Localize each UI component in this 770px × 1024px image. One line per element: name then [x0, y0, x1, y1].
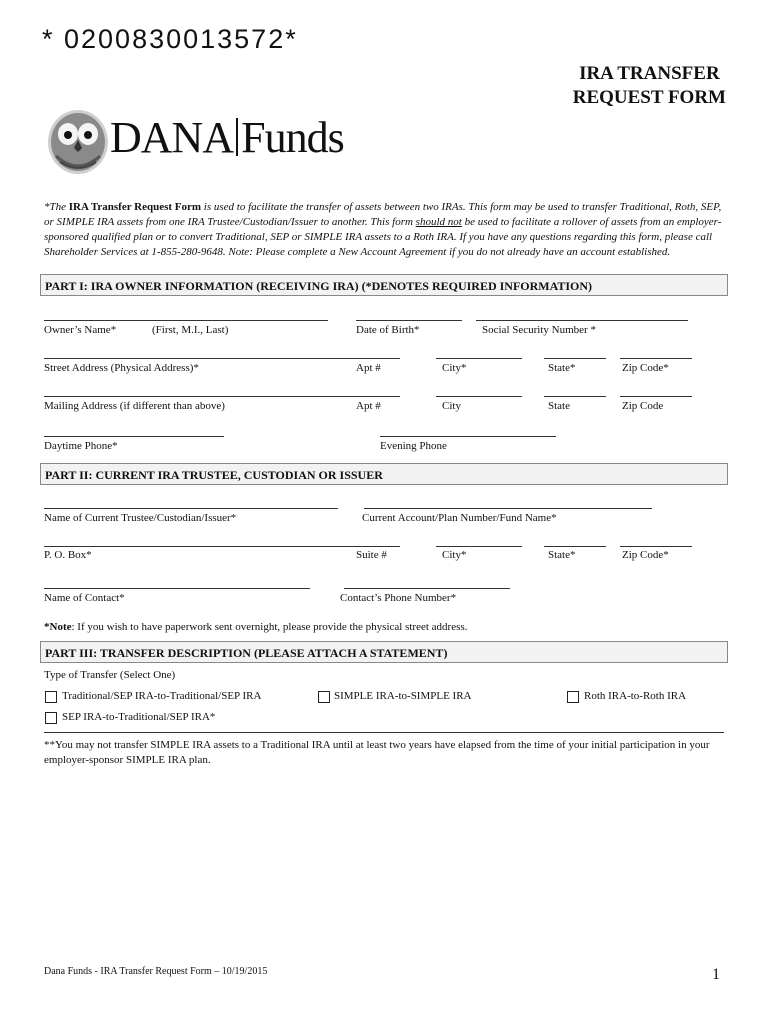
intro-bold: IRA Transfer Request Form — [68, 201, 202, 213]
part1-heading: PART I: IRA OWNER INFORMATION (RECEIVING IRA) (*DENOTES REQUIRED INFORMATION) — [40, 274, 728, 296]
owner-name-label: Owner’s Name* — [44, 324, 117, 336]
state2-field[interactable] — [544, 546, 606, 547]
intro-text-2: is used to facilitate the transfer of assets between two IRAs. This form may be used to transfer Traditional, Roth, SEP, or SIMPLE IRA assets from one IRA Trustee/Custodian/Issuer to another. This form — [44, 201, 722, 228]
logo-name-right: Funds — [241, 113, 344, 162]
day-phone-label: Daytime Phone* — [44, 440, 118, 452]
account-field[interactable] — [364, 508, 652, 509]
opt4-checkbox[interactable] — [45, 712, 57, 724]
intro-underline: should not — [415, 216, 462, 228]
eve-phone-label: Evening Phone — [380, 440, 447, 452]
account-label: Current Account/Plan Number/Fund Name* — [362, 512, 557, 524]
zip-req-field[interactable] — [620, 358, 692, 359]
note-bold: *Note — [44, 621, 72, 633]
opt1-label: Traditional/SEP IRA-to-Traditional/SEP IRA — [62, 690, 262, 702]
opt4-label: SEP IRA-to-Traditional/SEP IRA* — [62, 711, 216, 723]
mailing-field[interactable] — [44, 396, 400, 397]
day-phone-field[interactable] — [44, 436, 224, 437]
state-req-label: State* — [548, 362, 576, 374]
overnight-note — [44, 621, 467, 633]
ssn-field[interactable] — [476, 320, 688, 321]
trustee-label: Name of Current Trustee/Custodian/Issuer* — [44, 512, 237, 524]
state-field[interactable] — [544, 396, 606, 397]
mailing-label: Mailing Address (if different than above) — [44, 400, 225, 412]
dana-funds-logo — [46, 106, 366, 180]
opt1-checkbox[interactable] — [45, 691, 57, 703]
logo-separator — [236, 118, 238, 156]
page-number: 1 — [712, 966, 720, 983]
opt3-checkbox[interactable] — [567, 691, 579, 703]
city-req-field[interactable] — [436, 358, 522, 359]
note-text: : If you wish to have paperwork sent overnight, please provide the physical street address. — [71, 621, 468, 633]
form-title — [573, 62, 726, 110]
city-req-label: City* — [442, 362, 467, 374]
part3-divider — [44, 732, 724, 733]
apt-label: Apt # — [356, 400, 381, 412]
ssn-label: Social Security Number * — [482, 324, 596, 336]
part3-heading: PART III: TRANSFER DESCRIPTION (PLEASE ATTACH A STATEMENT) — [40, 641, 728, 663]
owner-name-field[interactable] — [44, 320, 328, 321]
state-req-field[interactable] — [544, 358, 606, 359]
intro-text-3: be used to facilitate a rollover of assets from an employer-sponsored qualified plan or to convert Traditional, SEP or SIMPLE IRA assets to a Roth IRA. If you have any questions regarding this form, please call Shareholder Services at 1-855-280-9648. Note: Please complete a New Account Agreement if you do not already have an account established. — [44, 216, 722, 258]
logo-wordmark — [110, 112, 344, 163]
opt2-label: SIMPLE IRA-to-SIMPLE IRA — [334, 690, 472, 702]
eve-phone-field[interactable] — [380, 436, 556, 437]
city2-label: City* — [442, 549, 467, 561]
transfer-type-label: Type of Transfer (Select One) — [44, 669, 176, 681]
city2-field[interactable] — [436, 546, 522, 547]
page-footer: Dana Funds - IRA Transfer Request Form – 10/19/2015 — [44, 966, 268, 977]
opt2-checkbox[interactable] — [318, 691, 330, 703]
intro-text-1: *The — [44, 201, 69, 213]
contact-field[interactable] — [44, 588, 310, 589]
zip-req-label: Zip Code* — [622, 362, 669, 374]
apt-req-label: Apt # — [356, 362, 381, 374]
city-field[interactable] — [436, 396, 522, 397]
logo-name-left: DANA — [110, 113, 234, 162]
owl-logo-icon — [46, 106, 110, 176]
pobox-label: P. O. Box* — [44, 549, 92, 561]
zip-label: Zip Code — [622, 400, 664, 412]
street-field[interactable] — [44, 358, 400, 359]
form-title-line2: REQUEST FORM — [572, 87, 726, 108]
contact-label: Name of Contact* — [44, 592, 125, 604]
zip-field[interactable] — [620, 396, 692, 397]
state-label: State — [548, 400, 570, 412]
owner-name-hint: (First, M.I., Last) — [152, 324, 229, 336]
opt3-label: Roth IRA-to-Roth IRA — [584, 690, 687, 702]
barcode-text: * 0200830013572* — [42, 24, 298, 54]
dob-field[interactable] — [356, 320, 462, 321]
simple-ira-footnote: **You may not transfer SIMPLE IRA assets to a Traditional IRA until at least two years have elapsed from the time of your initial participation in your employer-sponsor SIMPLE IRA plan. — [44, 739, 710, 766]
state2-label: State* — [548, 549, 576, 561]
pobox-field[interactable] — [44, 546, 400, 547]
part2-heading: PART II: CURRENT IRA TRUSTEE, CUSTODIAN OR ISSUER — [40, 463, 728, 485]
zip2-field[interactable] — [620, 546, 692, 547]
contact-phone-field[interactable] — [344, 588, 510, 589]
trustee-field[interactable] — [44, 508, 338, 509]
intro-paragraph — [44, 200, 728, 260]
city-label: City — [442, 400, 461, 412]
zip2-label: Zip Code* — [622, 549, 669, 561]
street-label: Street Address (Physical Address)* — [44, 362, 199, 374]
form-title-line1: IRA TRANSFER — [579, 63, 720, 84]
contact-phone-label: Contact’s Phone Number* — [340, 592, 457, 604]
dob-label: Date of Birth* — [356, 324, 420, 336]
suite-label: Suite # — [356, 549, 387, 561]
